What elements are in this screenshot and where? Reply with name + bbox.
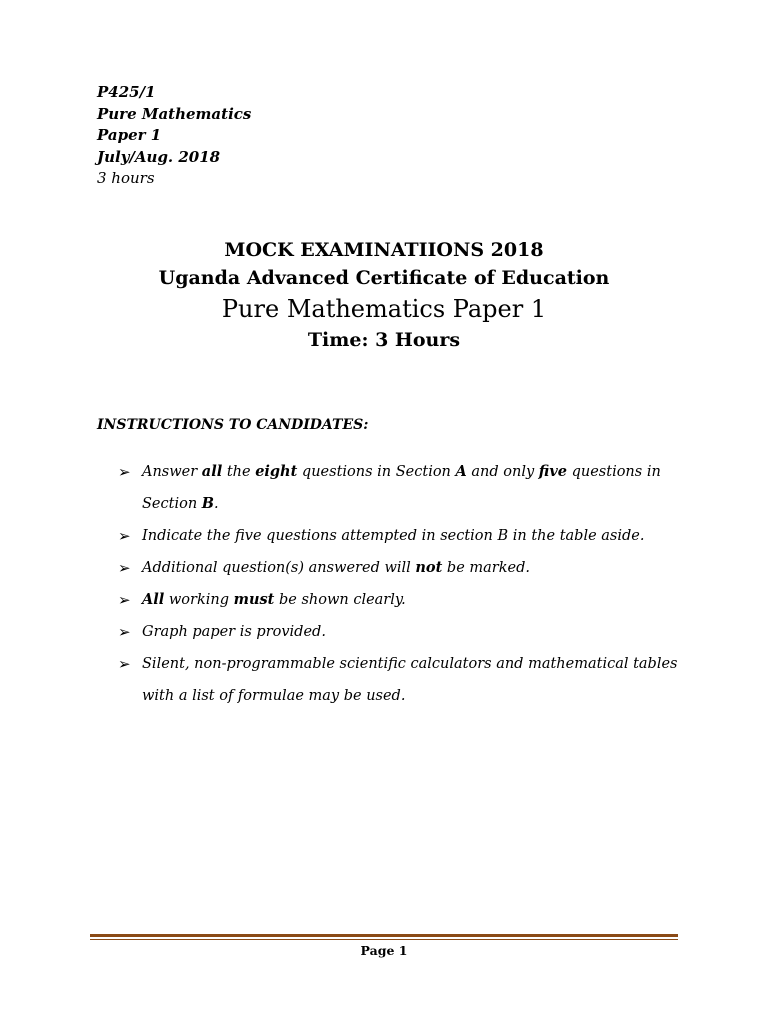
- emphasis-text: B: [201, 495, 215, 512]
- instruction-item: [118, 584, 678, 616]
- emphasis-text: not: [415, 559, 443, 576]
- instruction-text: Additional question(s) answered will: [142, 560, 416, 576]
- paper-code: P425/1: [97, 83, 156, 101]
- instruction-text: Graph paper is provided.: [142, 624, 326, 640]
- arrow-bullet-icon: ➢: [118, 655, 131, 673]
- instruction-text: be marked.: [442, 560, 530, 576]
- instruction-text: Answer: [142, 464, 202, 480]
- footer-rule-thin: [90, 939, 678, 940]
- arrow-bullet-icon: ➢: [118, 623, 131, 641]
- emphasis-text: all: [201, 463, 223, 480]
- certificate-title: Uganda Advanced Certificate of Education: [158, 267, 610, 289]
- footer-rule: [90, 934, 678, 937]
- emphasis-text: five: [538, 463, 567, 480]
- instruction-text: questions in Section: [142, 464, 661, 512]
- instructions-heading: INSTRUCTIONS TO CANDIDATES:: [97, 417, 369, 433]
- instruction-text: working: [164, 592, 234, 608]
- arrow-bullet-icon: ➢: [118, 527, 131, 545]
- exam-title: MOCK EXAMINATIIONS 2018: [224, 239, 544, 261]
- emphasis-text: All: [142, 591, 165, 608]
- instruction-text: questions in Section: [297, 464, 456, 480]
- instruction-text: be shown clearly.: [274, 592, 406, 608]
- instruction-item: [118, 552, 678, 584]
- time-allowed: Time: 3 Hours: [307, 329, 461, 351]
- instruction-text: Silent, non-programmable scientific calculators and mathematical tables with a list of formulae may be used.: [142, 656, 678, 704]
- emphasis-text: eight: [255, 463, 298, 480]
- paper-number: Paper 1: [97, 126, 162, 144]
- instruction-text: and only: [466, 464, 539, 480]
- exam-date: July/Aug. 2018: [97, 147, 221, 166]
- arrow-bullet-icon: ➢: [118, 591, 131, 609]
- instruction-text: .: [214, 496, 219, 512]
- arrow-bullet-icon: ➢: [118, 463, 131, 481]
- instruction-item: [118, 616, 678, 648]
- instruction-text: the: [222, 464, 256, 480]
- instruction-text: Indicate the five questions attempted in section B in the table aside.: [142, 528, 645, 544]
- title-block: [0, 236, 768, 354]
- subject-name: Pure Mathematics: [97, 104, 252, 123]
- instruction-item: [118, 648, 678, 712]
- emphasis-text: A: [455, 463, 467, 480]
- arrow-bullet-icon: ➢: [118, 559, 131, 577]
- exam-duration: 3 hours: [97, 169, 155, 187]
- paper-header: [97, 82, 251, 190]
- instructions-list: [118, 456, 678, 712]
- emphasis-text: must: [233, 591, 275, 608]
- paper-title: Pure Mathematics Paper 1: [221, 295, 547, 323]
- page-number: Page 1: [360, 943, 408, 958]
- instruction-item: [118, 520, 678, 552]
- instruction-item: [118, 456, 678, 520]
